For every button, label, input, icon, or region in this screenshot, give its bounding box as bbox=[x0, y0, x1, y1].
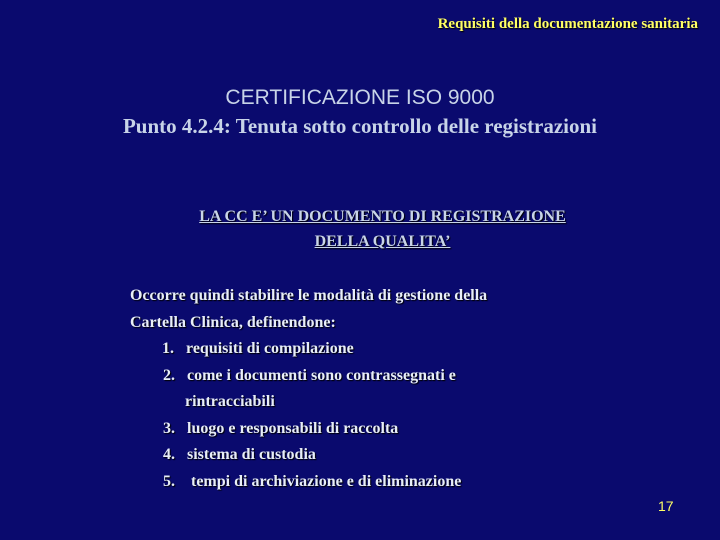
list-item-text: requisiti di compilazione bbox=[186, 340, 354, 357]
body-line-1: Occorre quindi stabilire le modalità di gestione della bbox=[130, 287, 488, 304]
list-item bbox=[130, 469, 690, 496]
requirements-list bbox=[130, 336, 690, 495]
list-item bbox=[130, 416, 690, 443]
highlight-statement bbox=[0, 204, 720, 254]
list-item-text: come i documenti sono contrassegnati e bbox=[187, 366, 456, 384]
highlight-line-1: LA CC E’ UN DOCUMENTO DI REGISTRAZIONE bbox=[199, 208, 566, 225]
list-item bbox=[130, 336, 690, 363]
list-item bbox=[130, 363, 690, 390]
slide-title bbox=[0, 84, 720, 140]
title-line-1: CERTIFICAZIONE ISO 9000 bbox=[225, 86, 495, 109]
list-item-number: 1. bbox=[162, 340, 174, 357]
list-item-number: 2. bbox=[163, 366, 175, 384]
title-line-2: Punto 4.2.4: Tenuta sotto controllo delle registrazioni bbox=[122, 114, 598, 138]
list-item-continuation: rintracciabili bbox=[185, 393, 275, 410]
slide-header: Requisiti della documentazione sanitaria bbox=[437, 16, 698, 32]
list-item-number: 3. bbox=[163, 419, 175, 437]
body-line-2: Cartella Clinica, definendone: bbox=[130, 313, 336, 331]
list-item-text: tempi di archiviazione e di eliminazione bbox=[187, 472, 462, 490]
list-item-text: luogo e responsabili di raccolta bbox=[187, 419, 399, 437]
page-number: 17 bbox=[658, 498, 674, 514]
list-item-number: 5. bbox=[163, 472, 175, 490]
body-text bbox=[130, 283, 690, 495]
list-item-number: 4. bbox=[163, 446, 175, 463]
list-item bbox=[130, 442, 690, 469]
highlight-line-2: DELLA QUALITA’ bbox=[314, 233, 451, 250]
list-item-text: sistema di custodia bbox=[187, 446, 316, 463]
